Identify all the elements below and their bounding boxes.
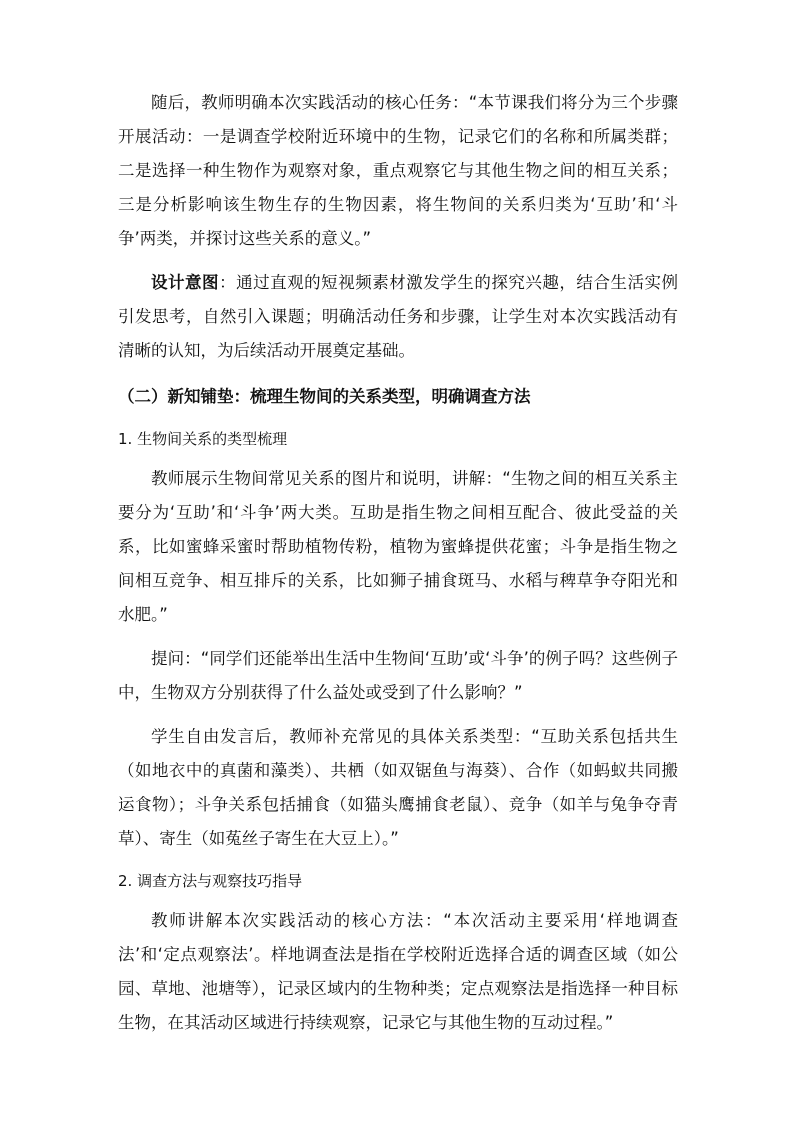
- design-intent-label: 设计意图: [151, 273, 220, 292]
- document-body: [118, 86, 678, 1040]
- intro-paragraph: 随后，教师明确本次实践活动的核心任务：“本节课我们将分为三个步骤开展活动：一是调查学校附近环境中的生物，记录它们的名称和所属类群；二是选择一种生物作为观察对象，重点观察它与其他生物之间的相互关系；三是分析影响该生物生存的生物因素，将生物间的关系归类为‘互助’和‘斗争’两类，并探讨这些关系的意义。”: [118, 93, 678, 248]
- section-title: （二）新知铺垫：梳理生物间的关系类型，明确调查方法: [118, 387, 531, 406]
- subsection-title-1: 1. 生物间关系的类型梳理: [118, 430, 288, 448]
- relation-types-paragraph: 教师展示生物间常见关系的图片和说明，讲解：“生物之间的相互关系主要分为‘互助’和‘斗争’两大类。互助是指生物之间相互配合、彼此受益的关系，比如蜜蜂采蜜时帮助植物传粉，植物为蜜蜂提供花蜜；斗争是指生物之间相互竞争、相互排斥的关系，比如狮子捕食斑马、水稻与稗草争夺阳光和水肥。”: [118, 469, 678, 624]
- question-paragraph: 提问：“同学们还能举出生活中生物间‘互助’或‘斗争’的例子吗？这些例子中，生物双方分别获得了什么益处或受到了什么影响？”: [118, 649, 678, 702]
- design-intent-text: ：通过直观的短视频素材激发学生的探究兴趣，结合生活实例引发思考，自然引入课题；明确活动任务和步骤，让学生对本次实践活动有清晰的认知，为后续活动开展奠定基础。: [118, 273, 679, 360]
- methods-paragraph: 教师讲解本次实践活动的核心方法：“本次活动主要采用‘样地调查法’和‘定点观察法’。样地调查法是指在学校附近选择合适的调查区域（如公园、草地、池塘等），记录区域内的生物种类；定点观察法是指选择一种目标生物，在其活动区域进行持续观察，记录它与其他生物的互动过程。”: [118, 911, 678, 1032]
- examples-paragraph: 学生自由发言后，教师补充常见的具体关系类型：“互助关系包括共生（如地衣中的真菌和藻类）、共栖（如双锯鱼与海葵）、合作（如蚂蚁共同搬运食物）；斗争关系包括捕食（如猫头鹰捕食老鼠）、竞争（如羊与兔争夺青草）、寄生（如菟丝子寄生在大豆上）。”: [118, 727, 678, 848]
- design-intent-paragraph: [118, 266, 678, 368]
- subsection-title-2: 2. 调查方法与观察技巧指导: [118, 872, 303, 890]
